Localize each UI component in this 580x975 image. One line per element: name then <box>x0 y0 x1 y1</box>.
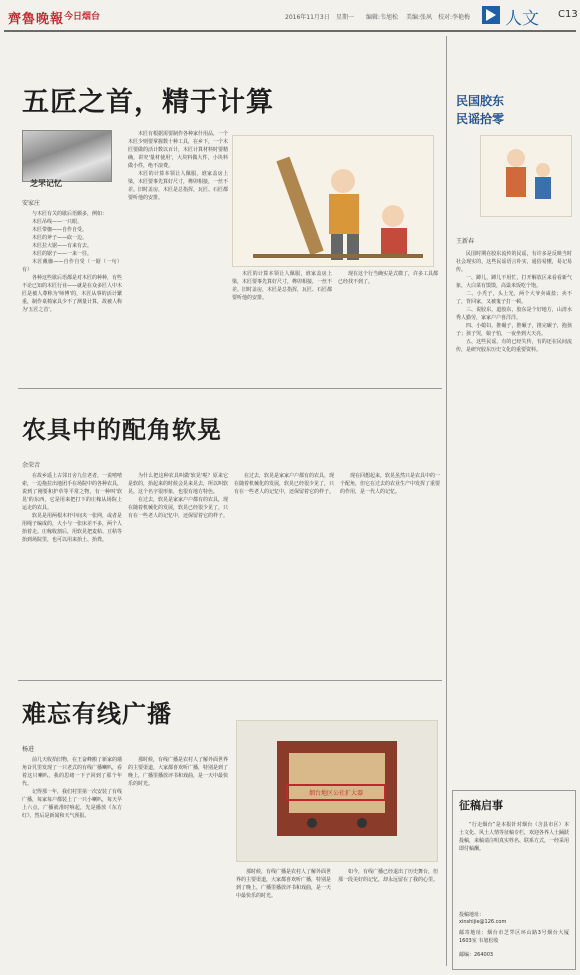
article1-column-4 <box>338 270 438 382</box>
paragraph: 现在这个行当确实是式微了，许多工具都已经找不到了。 <box>338 271 438 285</box>
article2-column-4 <box>340 472 440 672</box>
paragraph: 在过去，软晃是家家户户都有的农具，现在随着机械化的发展，软晃已经很少见了，只有在一些老人的记忆中，还保留着它的样子。 <box>234 473 334 495</box>
article1-column-2 <box>128 130 228 380</box>
sidebar-body <box>456 250 572 780</box>
divider <box>18 388 442 389</box>
paragraph: 木匠的锯子——一来一往。 <box>32 251 93 257</box>
paragraph: 木匠有根据需要制作各种家什用品，一个木匠少则要掌握数十种工具，在乡下，一个木匠要做的活计数以百计，木匠计算材料时要精确，讲究'量材使用'，大块料做大件，小块料做小件，绝不浪费。 <box>128 131 228 169</box>
paragraph: 五、这些民谣，有的已经失传，有的还在民间流传，是研究胶东历史文化的重要资料。 <box>456 339 572 353</box>
article3-column-3 <box>236 868 331 966</box>
paragraph: “行走烟台”是本报针对烟台（含县市区）本土文化、风土人情等征稿专栏，欢迎各界人士踊跃投稿，来稿请注明真实姓名、联系方式，一经采用即付稿酬。 <box>459 822 569 852</box>
notice-address <box>459 929 569 947</box>
article3-column-2 <box>128 756 228 966</box>
article1-title: 五匠之首，精于计算 <box>22 87 274 118</box>
designer-credit: 美编:张夙 <box>406 14 433 21</box>
paragraph: 各种这些歇后语都是对木匠的种种，有些不论已知的木匠行业——就是在众多匠人中木匠是被人尊称为'师傅'的，木匠从事的活计繁重，制作桌椅家具少不了测量计算，故被人称为'五匠之首'。 <box>22 275 122 313</box>
article1-author: 安家庄 <box>22 200 41 207</box>
paragraph: 与木匠有关的歇后语颇多，例如： <box>32 211 108 217</box>
paragraph: 前几天收拾旧物，在王奋峰搬了新家的墙角旮旯里发现了一只老式的有线广播喇叭，看着这只喇叭，我的思绪一下子回到了那个年代。 <box>22 757 122 787</box>
paragraph: 民国时期在胶东流传的民谣，有许多是反映当时社会现实的，这些民谣语言朴实，通俗易懂，易记易传。 <box>456 251 572 273</box>
proof-credit: 校对:李艳梅 <box>438 14 471 21</box>
folk-illustration <box>480 135 572 217</box>
article3-column-4 <box>338 868 438 966</box>
paragraph: 一、蹲儿，蹲儿不用忙，打开解放区来看看新气象，大白菜有馍馍，高粱米饭吃个饱。 <box>456 275 572 289</box>
article1-column-1 <box>22 210 122 380</box>
paragraph: 四、小媳妇，推碾子，推碾子，推完碾子，抱孩子；孩子哭，娘子怕，一夜坐到大天亮。 <box>456 323 572 337</box>
paragraph: 木匠吊线——一只眼。 <box>32 219 83 225</box>
article2-title: 农具中的配角软晃 <box>22 415 222 444</box>
paragraph: 二、小秃子，头上光，两个大爷卖咸盐；卖不了，背回家，又被鬼子打一顿。 <box>456 291 572 305</box>
paragraph: 在过去，软晃是家家户户都有的农具，现在随着机械化的发展，软晃已经很少见了，只有在一些老人的记忆中，还保留着它的样子。 <box>128 497 228 519</box>
sidebar-author: 王新春 <box>456 238 475 245</box>
divider <box>18 680 442 681</box>
section-name: 人文 <box>505 9 539 29</box>
article3-author: 杨进 <box>22 746 35 753</box>
paragraph: 软晃是用两根木杆中间夹一张网，或者是用绳子编成的，大小与一张床差不多，两个人抬着走。庄稼收割后，用软晃把麦秸、豆秸等抬到场院里，也可以用来抬土、抬粪。 <box>22 513 122 543</box>
notice-title: 征稿启事 <box>459 799 503 812</box>
article3-title: 难忘有线广播 <box>22 699 172 728</box>
issue-weekday: 星期一 <box>336 14 355 21</box>
header-rule <box>4 30 576 32</box>
article3-column-1 <box>22 756 122 966</box>
notice-zip: 邮编：264003 <box>459 952 494 958</box>
paragraph: 木匠带枷——自作自受。 <box>32 227 88 233</box>
paragraph: 那时候，有线广播是农村人了解外面世界的主要渠道，大家都喜欢听广播，特别是到了晚上，广播里播放评书和戏曲，是一天中最快乐的时光。 <box>236 869 331 899</box>
masthead-logo: 齊魯晚報 <box>8 12 65 27</box>
paragraph: 木匠拉大锯——有来有去。 <box>32 243 93 249</box>
email-label: 投稿地址： <box>459 912 485 918</box>
paragraph: 木匠戴枷——自作自受（一锯（一句）有） <box>22 259 122 273</box>
page-number: C13 <box>558 9 578 20</box>
paragraph: 三、说胶东，道胶东，胶东是个好地方，山清水秀人勤劳，家家户户喜洋洋。 <box>456 307 572 321</box>
paragraph: 邮寄地址：烟台市芝罘区环山路3号烟台大厦1603室 韦旭松收 <box>459 930 569 944</box>
article2-column-2 <box>128 472 228 672</box>
section-tag: 今日烟台 <box>64 12 101 22</box>
old-street-photo <box>22 130 112 182</box>
paragraph: 为什么把这种农具叫做'软晃'呢？原来它是软的，抬起来的时候会晃来晃去，所以叫软晃。这个名字很形象，也很有地方特色。 <box>128 473 228 495</box>
paragraph: 如今，有线广播已经退出了历史舞台，但那一段美好的记忆，却永远留在了我的心里。 <box>338 869 438 883</box>
carpenters-illustration <box>232 135 434 267</box>
paragraph: 木匠的计算本领让人佩服，谁家盖房上梁，木匠要事先算好尺寸，榫卯相接，一丝不差。旧时盖房，木匠是总指挥，瓦匠、石匠都要听他的安排。 <box>128 171 228 201</box>
issue-date: 2016年11月3日 <box>285 14 330 21</box>
sidebar-title-line1: 民国胶东 <box>456 94 505 108</box>
paragraph: 那时候，有线广播是农村人了解外面世界的主要渠道，大家都喜欢听广播，特别是到了晚上，广播里播放评书和戏曲，是一天中最快乐的时光。 <box>128 757 228 787</box>
paragraph: 记得那一年，我们村里第一次安装了有线广播，每家每户都装上了一只小喇叭，每天早上六点，广播就准时响起，先是播放《东方红》，然后是新闻和天气预报。 <box>22 789 122 819</box>
editor-credit: 编辑:韦旭松 <box>366 14 399 21</box>
sidebar-title-line2: 民谣拾零 <box>456 112 505 126</box>
article2-author: 余荣音 <box>22 462 41 469</box>
column-label: 芝罘记忆 <box>30 179 62 188</box>
notice-box <box>452 790 576 970</box>
amplifier-label: 烟台地区公社扩大器 <box>286 784 386 801</box>
article2-column-3 <box>234 472 334 672</box>
column-divider <box>446 36 447 966</box>
paragraph: 现在回想起来，软晃虽然只是农具中的一个配角，但它在过去的农业生产中发挥了重要的作用，是一代人的记忆。 <box>340 473 440 495</box>
email-address[interactable]: xinshijie@126.com <box>459 919 507 925</box>
paragraph: 木匠的斧子——砍一边。 <box>32 235 88 241</box>
paragraph: 木匠的计算本领让人佩服，谁家盖房上梁，木匠要事先算好尺寸，榫卯相接，一丝不差。旧时盖房，木匠是总指挥，瓦匠、石匠都要听他的安排。 <box>232 271 332 301</box>
notice-body <box>459 821 569 907</box>
article2-column-1 <box>22 472 122 672</box>
article1-column-3 <box>232 270 332 382</box>
paragraph: 在故乡遥上古邻日舍九位老者，一说嘻嘻索，一边拖拉出地团手在场院中的各种农具，说到了刚要和护草等平常之物，有一种叫'软晃'的东西，它是用来把打下的庄稼从场院上运走的农具。 <box>22 473 122 511</box>
section-logo-icon <box>482 6 500 24</box>
